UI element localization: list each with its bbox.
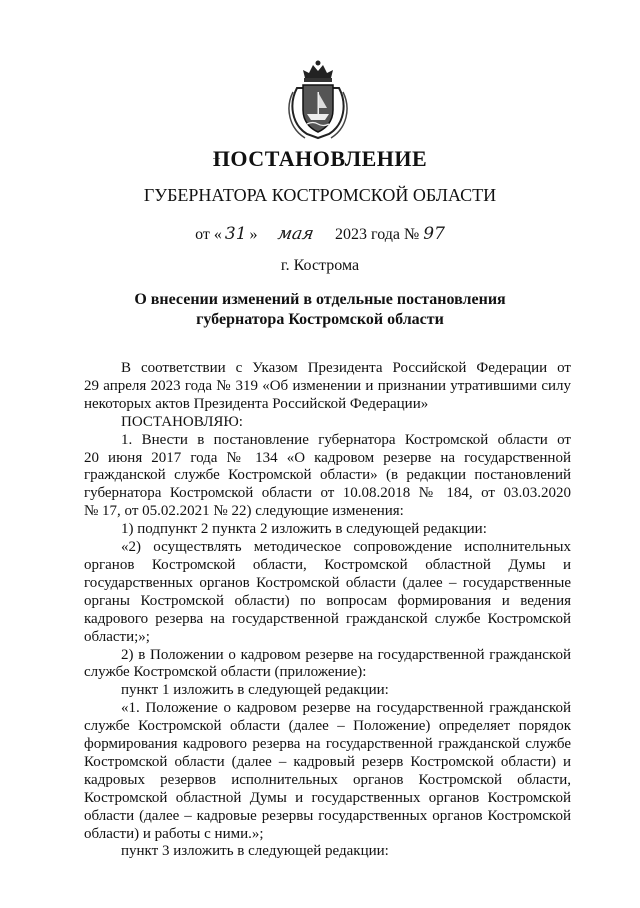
kostroma-coat-of-arms-icon [283, 58, 353, 142]
body-line: В соответствии с Указом Президента Российской Федерации от [121, 360, 571, 376]
body-line: губернатора Костромской области от 10.08.2018 № 184, от 03.03.2020 [84, 485, 571, 502]
date-quote-close: » [249, 226, 258, 243]
body-line: гражданской службе Костромской области» (в редакции постановлений [84, 467, 571, 484]
body-line: № 17, от 05.02.2021 № 22) следующие изменения: [84, 503, 404, 520]
subject-line-2: губернатора Костромской области [196, 311, 444, 328]
body-line: пункт 1 изложить в следующей редакции: [121, 682, 389, 699]
body-line: Костромской областной Думы и государственных органов Костромской [84, 789, 571, 806]
body-line: службе Костромской области (приложение): [84, 664, 367, 681]
body-line: кадровых резервов исполнительных органов Костромской области, [84, 771, 571, 788]
body-line: органы Костромской области) по вопросам формирования и ведения [84, 592, 571, 609]
handwritten-day: 31 [224, 224, 247, 244]
body-line: 1) подпункт 2 пункта 2 изложить в следующей редакции: [121, 521, 487, 538]
body-line: пункт 3 изложить в следующей редакции: [121, 843, 389, 860]
body-line: 2) в Положении о кадровом резерве на государственной гражданской [121, 646, 571, 663]
issuer-title: ГУБЕРНАТОРА КОСТРОМСКОЙ ОБЛАСТИ [143, 185, 497, 205]
handwritten-month: мая [275, 224, 315, 244]
body-line: 29 апреля 2023 года № 319 «Об изменении и признании утратившими силу [84, 377, 571, 394]
document-subject [0, 290, 640, 330]
body-line: кадрового резерва на государственной гражданской службе Костромской [84, 610, 571, 627]
date-prefix: от « [195, 226, 222, 243]
handwritten-document-number: 97 [423, 224, 445, 244]
body-line: формирования кадрового резерва на государственной гражданской службе [84, 736, 571, 753]
body-line: органов Костромской области, Костромской областной Думы и [84, 556, 571, 573]
body-line: области;»; [84, 628, 150, 645]
body-line: Костромской области (далее – кадровый резерв Костромской области) и [84, 753, 571, 770]
body-line: некоторых актов Президента Российской Федерации» [84, 395, 429, 412]
body-line: «1. Положение о кадровом резерве на государственной гражданской [121, 700, 571, 717]
document-type-title: ПОСТАНОВЛЕНИЕ [212, 146, 428, 171]
city: г. Кострома [280, 257, 360, 274]
body-line: «2) осуществлять методическое сопровождение исполнительных [121, 539, 571, 556]
body-line: 1. Внести в постановление губернатора Костромской области от [121, 431, 571, 448]
body-line: области (далее – кадровые резервы государственных органов Костромской [84, 807, 571, 824]
subject-line-1: О внесении изменений в отдельные постановления [134, 291, 506, 308]
body-line: службе Костромской области (далее – Положение) определяет порядок [84, 718, 571, 735]
body-line: государственных органов Костромской области (далее – государственные [84, 574, 571, 591]
date-year: 2023 года № [335, 226, 420, 243]
body-line: области) и работы с ними.»; [84, 825, 264, 842]
body-line: 20 июня 2017 года № 134 «О кадровом резерве на государственной [84, 449, 571, 466]
date-line [0, 224, 640, 244]
body-line: ПОСТАНОВЛЯЮ: [121, 413, 243, 430]
document-body [84, 360, 571, 861]
